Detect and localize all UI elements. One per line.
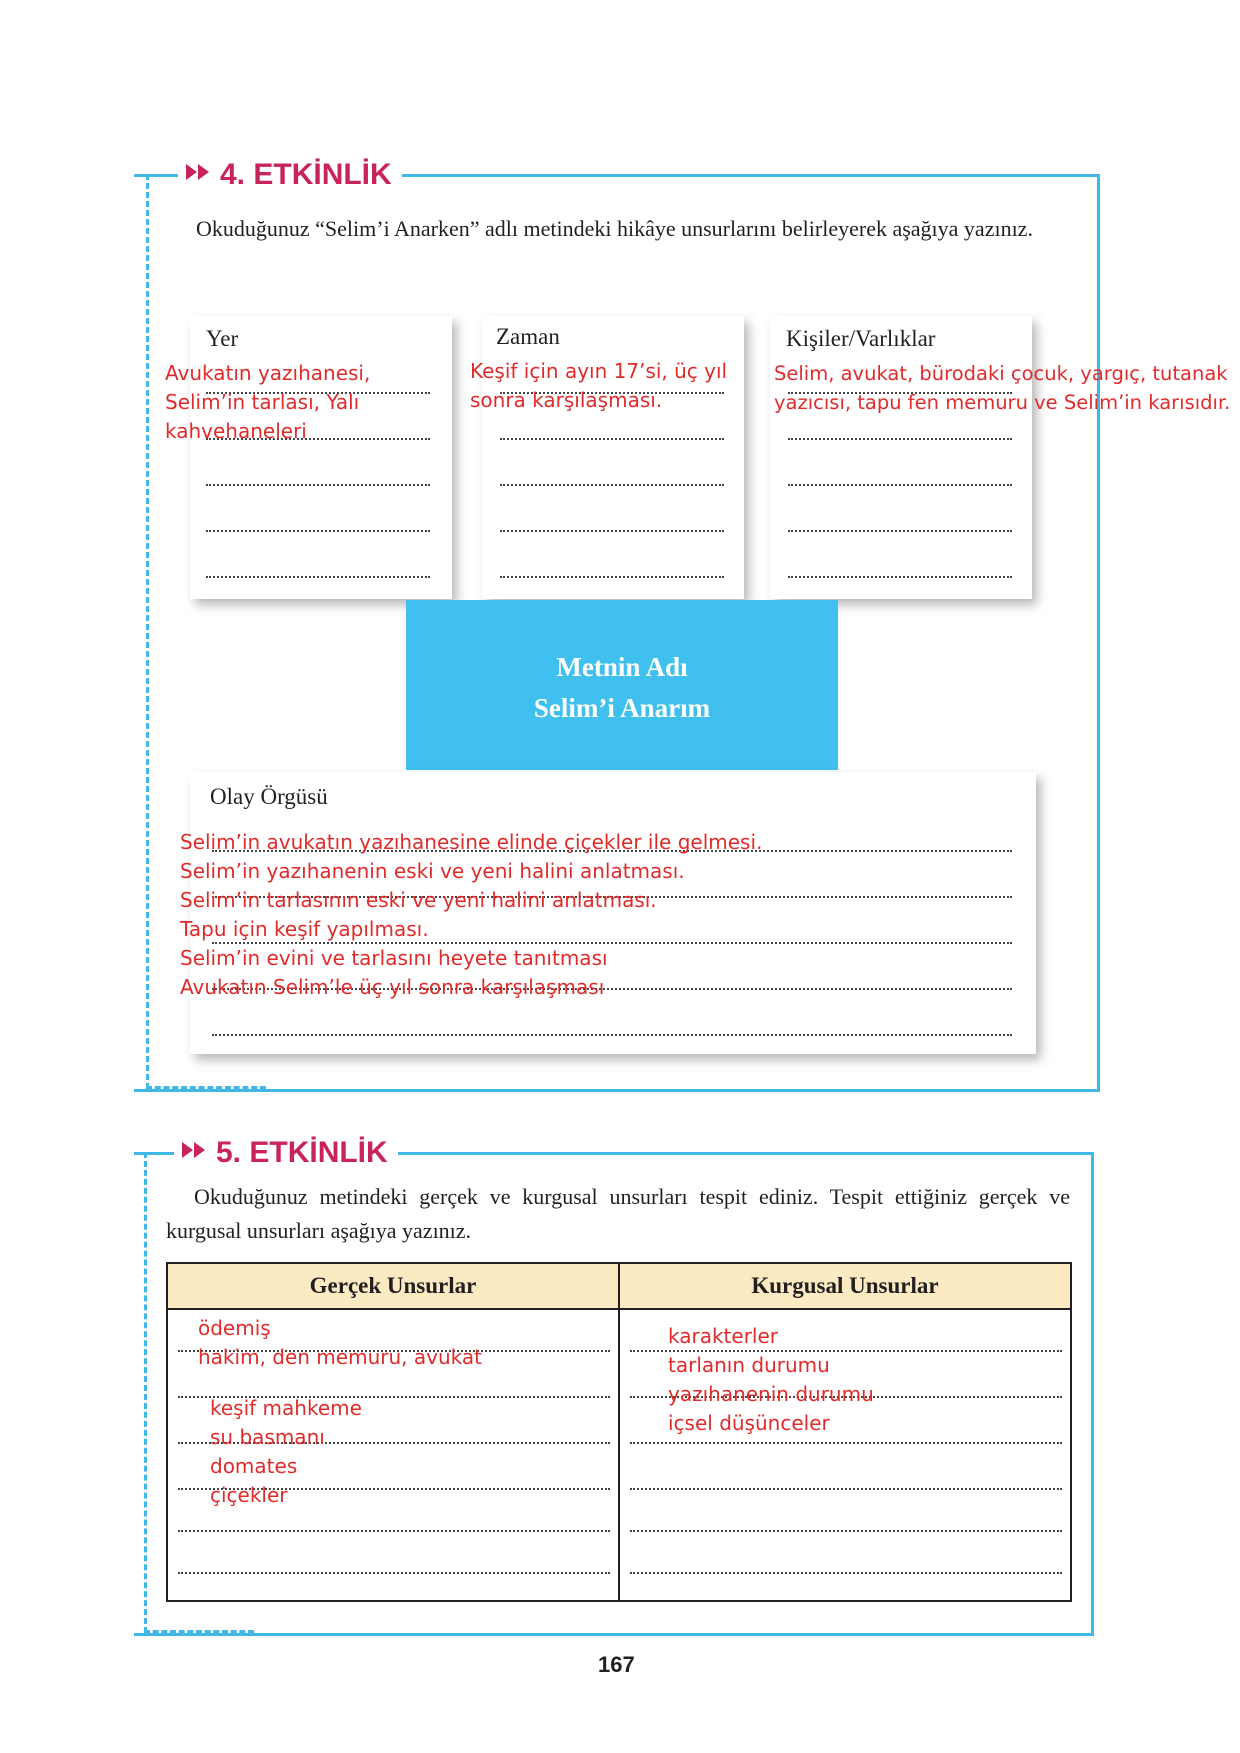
- activity-4-frame-dashed-left: [146, 174, 149, 1089]
- fictional-unit-item: karakterler: [668, 1324, 778, 1348]
- activity-4-instruction: Okuduğunuz “Selim’i Anarken” adlı metindeki hikâye unsurlarını belirleyerek aşağıya yazınız.: [196, 216, 1033, 241]
- text-name-label: Metnin Adı: [556, 652, 688, 682]
- answer-line: [206, 484, 430, 486]
- page-number: 167: [598, 1652, 635, 1677]
- real-unit-item: çiçekler: [210, 1483, 288, 1507]
- activity-4-frame-dashed-bottom: [146, 1086, 266, 1089]
- plot-answer-line: Selim’in evini ve tarlasını heyete tanıtması: [180, 946, 608, 970]
- place-label: Yer: [206, 326, 239, 351]
- time-answer-line: Keşif için ayın 17’si, üç yıl: [470, 359, 728, 383]
- activity-5-frame-dashed-left: [144, 1152, 147, 1633]
- place-answer-line: Selim’in tarlası, Yalı: [165, 390, 360, 414]
- arrow-icon: [198, 164, 209, 180]
- answer-line: [500, 484, 724, 486]
- text-name-box: [406, 600, 838, 770]
- place-answers: [165, 359, 370, 446]
- people-answers: [774, 359, 1230, 417]
- plot-label: Olay Örgüsü: [210, 784, 328, 809]
- time-answer-line: sonra karşılaşması.: [470, 388, 663, 412]
- real-units-answers: [198, 1314, 482, 1372]
- answer-line: [630, 1488, 1062, 1490]
- answer-line: [630, 1442, 1062, 1444]
- plot-answer-line: Selim’in yazıhanenin eski ve yeni halini anlatması.: [180, 859, 685, 883]
- answer-line: [788, 576, 1012, 578]
- answer-line: [788, 530, 1012, 532]
- real-unit-item: domates: [210, 1454, 298, 1478]
- plot-answer-line: Avukatın Selim’le üç yıl sonra karşılaşması: [180, 975, 605, 999]
- answer-line: [630, 1530, 1062, 1532]
- plot-answer-line: Selim’in tarlasının eski ve yeni halini anlatması.: [180, 888, 657, 912]
- fictional-units-header: Kurgusal Unsurlar: [619, 1263, 1071, 1309]
- time-label: Zaman: [496, 324, 560, 349]
- place-answer-line: Avukatın yazıhanesi,: [165, 361, 371, 385]
- real-units-header: Gerçek Unsurlar: [167, 1263, 619, 1309]
- fictional-units-answers: [668, 1322, 874, 1438]
- activity-4-title: 4. ETKİNLİK: [220, 158, 392, 191]
- real-unit-item: keşif mahkeme: [210, 1396, 362, 1420]
- people-answer-line: yazıcısı, tapu fen memuru ve Selim’in karısıdır.: [774, 391, 1231, 414]
- plot-answer-line: Selim’in avukatın yazıhanesine elinde çiçekler ile gelmesi.: [180, 830, 763, 854]
- activity-5-instruction: Okuduğunuz metindeki gerçek ve kurgusal unsurları tespit ediniz. Tespit ettiğiniz gerçek ve kurgusal unsurları aşağıya yazınız.: [166, 1184, 1070, 1243]
- plot-answers: [180, 828, 762, 1002]
- answer-line: [500, 576, 724, 578]
- answer-line: [212, 1034, 1012, 1036]
- answer-line: [178, 1530, 610, 1532]
- arrow-icon: [182, 1142, 193, 1158]
- people-answer-line: Selim, avukat, bürodaki çocuk, yargıç, tutanak: [774, 362, 1228, 385]
- fictional-unit-item: içsel düşünceler: [668, 1411, 830, 1435]
- activity-5-frame-dashed-bottom: [144, 1630, 254, 1633]
- answer-line: [500, 438, 724, 440]
- answer-line: [630, 1572, 1062, 1574]
- real-unit-item: ödemiş: [198, 1316, 271, 1340]
- plot-answer-line: Tapu için keşif yapılması.: [180, 917, 429, 941]
- activity-4-heading: [178, 158, 402, 192]
- place-answer-line: kahvehaneleri: [165, 419, 307, 443]
- activity-5-title: 5. ETKİNLİK: [216, 1136, 388, 1169]
- answer-line: [788, 484, 1012, 486]
- real-unit-item: su basmanı: [210, 1425, 325, 1449]
- activity-5-heading: [174, 1136, 398, 1170]
- answer-line: [500, 530, 724, 532]
- arrow-icon: [186, 164, 197, 180]
- time-answers: [470, 357, 727, 415]
- fictional-unit-item: yazıhanenin durumu: [668, 1382, 874, 1406]
- text-name-value: Selim’i Anarım: [533, 693, 711, 723]
- real-unit-item: hakim, den memuru, avukat: [198, 1345, 482, 1369]
- real-units-answers-2: [210, 1394, 362, 1510]
- answer-line: [788, 438, 1012, 440]
- answer-line: [206, 530, 430, 532]
- arrow-icon: [194, 1142, 205, 1158]
- answer-line: [178, 1572, 610, 1574]
- people-label: Kişiler/Varlıklar: [786, 326, 936, 351]
- fictional-unit-item: tarlanın durumu: [668, 1353, 830, 1377]
- answer-line: [206, 576, 430, 578]
